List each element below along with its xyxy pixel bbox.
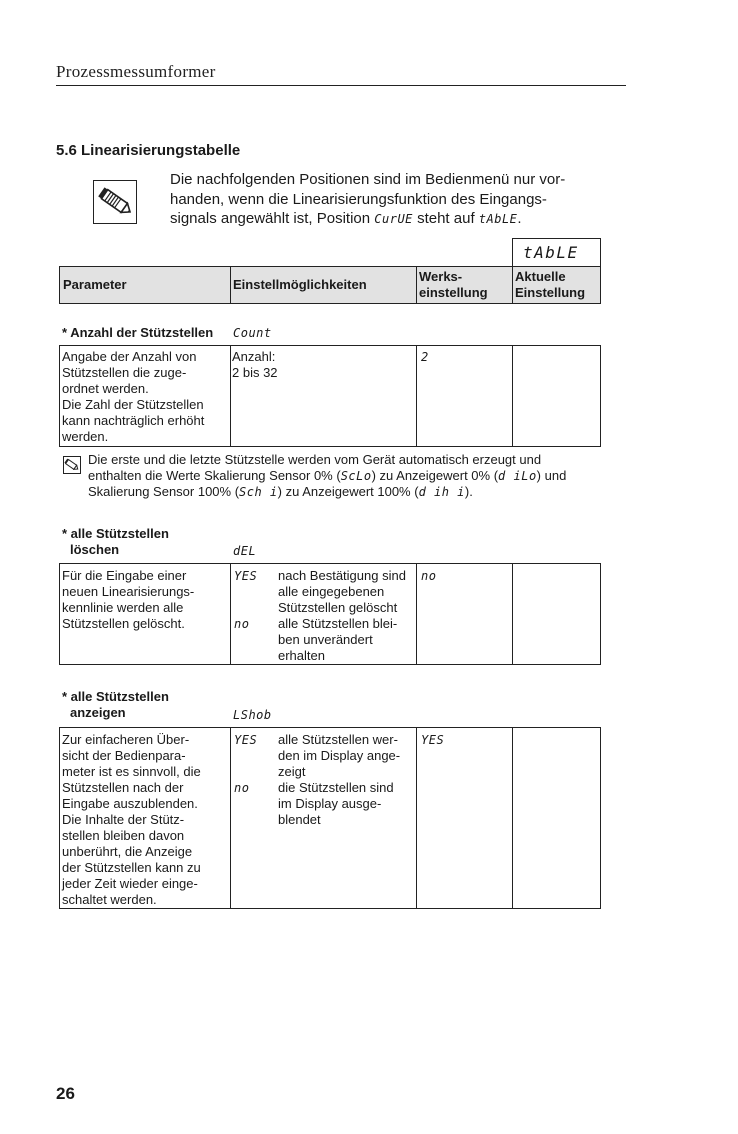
header-factory: [416, 267, 512, 303]
delete-opt-yes-code: YES: [234, 569, 258, 583]
show-desc-line: Die Inhalte der Stütz-: [62, 812, 185, 827]
running-header: Prozessmessumformer: [56, 62, 216, 81]
count-note-line-1: Die erste und die letzte Stützstelle werden vom Gerät automatisch erzeugt und: [88, 452, 542, 467]
count-desc-line: Angabe der Anzahl von: [62, 349, 197, 364]
show-opt-line: im Display ausge-: [278, 796, 382, 811]
delete-opt-no-text: [278, 616, 418, 664]
small-pencil-note-icon: [63, 456, 81, 474]
section-title: 5.6 Linearisierungstabelle: [56, 142, 241, 159]
code-sclo: ScLo: [340, 469, 372, 483]
count-note-text: Skalierung Sensor 100% (: [88, 484, 240, 499]
count-row: [59, 345, 601, 447]
delete-label-line-1: * alle Stützstellen: [62, 526, 169, 541]
show-opt-line: zeigt: [278, 764, 306, 779]
delete-opt-no-code: no: [234, 617, 250, 631]
delete-opt-line: alle eingegebenen: [278, 584, 385, 599]
row-divider: [230, 346, 231, 446]
count-desc-line: ordnet werden.: [62, 381, 149, 396]
count-description: [62, 349, 227, 445]
row-divider: [416, 564, 417, 664]
code-schi: Sch i: [239, 485, 278, 499]
page-number: 26: [56, 1084, 75, 1103]
header-rule: [56, 85, 626, 86]
count-note-text: ) zu Anzeigewert 0% (: [371, 468, 499, 483]
delete-factory-value: no: [421, 569, 437, 583]
show-label-line-1: * alle Stützstellen: [62, 689, 169, 704]
show-desc-line: jeder Zeit wieder einge-: [62, 876, 198, 891]
code-curve: CurUE: [374, 212, 413, 226]
count-options: [232, 349, 278, 381]
delete-opt-yes-text: [278, 568, 418, 616]
menu-display-code: tAbLE: [523, 243, 579, 262]
row-divider: [512, 346, 513, 446]
show-opt-line: die Stützstellen sind: [278, 780, 394, 795]
header-options: Einstellmöglichkeiten: [233, 277, 367, 292]
count-note-text: enthalten die Werte Skalierung Sensor 0% (: [88, 468, 341, 483]
table-header: [59, 266, 601, 304]
count-option-label: Anzahl:: [232, 349, 276, 364]
count-desc-line: werden.: [62, 429, 109, 444]
intro-line-2: handen, wenn die Linearisierungsfunktion des Eingangs-: [170, 190, 547, 208]
delete-desc-line: Stützstellen gelöscht.: [62, 616, 185, 631]
pencil-note-icon: [93, 180, 137, 224]
delete-opt-line: Stützstellen gelöscht: [278, 600, 398, 615]
show-opt-line: blendet: [278, 812, 321, 827]
header-current: [512, 267, 600, 303]
show-factory-value: YES: [421, 733, 445, 747]
header-parameter: Parameter: [63, 277, 127, 292]
count-desc-line: Die Zahl der Stützstellen: [62, 397, 204, 412]
count-note-text: ) zu Anzeigewert 100% (: [277, 484, 419, 499]
intro-line-1: Die nachfolgenden Positionen sind im Bedienmenü nur vor-: [170, 171, 566, 188]
header-factory-line-2: einstellung: [419, 285, 488, 300]
count-note-line-2: [88, 468, 608, 484]
count-note: [88, 452, 608, 500]
show-desc-line: sicht der Bedienpara-: [62, 748, 186, 763]
code-dilo: d iLo: [498, 469, 537, 483]
intro-line-3-text: signals angewählt ist, Position: [170, 210, 375, 227]
header-current-line-2: Einstellung: [515, 285, 586, 300]
delete-code: dEL: [233, 544, 257, 558]
row-divider: [512, 564, 513, 664]
delete-opt-line: nach Bestätigung sind: [278, 568, 406, 583]
show-description: [62, 732, 227, 908]
header-current-line-1: Aktuelle: [515, 269, 566, 284]
header-factory-line-1: Werks-: [419, 269, 463, 284]
show-desc-line: meter ist es sinnvoll, die: [62, 764, 201, 779]
count-note-line-3: [88, 484, 608, 500]
intro-paragraph: [170, 170, 600, 230]
row-divider: [230, 728, 231, 908]
delete-opt-line: erhalten: [278, 648, 325, 663]
show-label-line-2: anzeigen: [70, 705, 126, 720]
delete-desc-line: Für die Eingabe einer: [62, 568, 187, 583]
row-divider: [416, 728, 417, 908]
delete-description: [62, 568, 227, 632]
intro-line-3: [170, 209, 600, 230]
show-desc-line: unberührt, die Anzeige: [62, 844, 193, 859]
code-table: tAbLE: [478, 212, 518, 226]
show-row: [59, 727, 601, 909]
delete-opt-line: ben unverändert: [278, 632, 373, 647]
count-label: * Anzahl der Stützstellen: [62, 325, 214, 340]
delete-desc-line: kennlinie werden alle: [62, 600, 184, 615]
show-desc-line: stellen bleiben davon: [62, 828, 185, 843]
menu-display-box: [512, 238, 601, 267]
show-desc-line: Eingabe auszublenden.: [62, 796, 198, 811]
delete-label-line-2: löschen: [70, 542, 120, 557]
row-divider: [512, 728, 513, 908]
show-opt-line: alle Stützstellen wer-: [278, 732, 398, 747]
show-opt-no-text: [278, 780, 418, 828]
count-option-range: 2 bis 32: [232, 365, 278, 380]
count-code: Count: [233, 326, 272, 340]
show-opt-line: den im Display ange-: [278, 748, 401, 763]
intro-line-3-mid: steht auf: [412, 210, 479, 227]
delete-opt-line: alle Stützstellen blei-: [278, 616, 398, 631]
show-desc-line: schaltet werden.: [62, 892, 157, 907]
delete-desc-line: neuen Linearisierungs-: [62, 584, 195, 599]
intro-line-3-end: .: [517, 210, 522, 227]
show-desc-line: der Stützstellen kann zu: [62, 860, 201, 875]
delete-label: [62, 526, 169, 558]
show-opt-no-code: no: [234, 781, 250, 795]
count-desc-line: Stützstellen die zuge-: [62, 365, 187, 380]
show-code: LShob: [233, 708, 272, 722]
delete-row: [59, 563, 601, 665]
count-note-text: ).: [464, 484, 473, 499]
row-divider: [230, 564, 231, 664]
show-label: [62, 689, 169, 721]
show-opt-yes-code: YES: [234, 733, 258, 747]
count-factory-value: 2: [421, 350, 429, 364]
count-note-text: ) und: [536, 468, 567, 483]
code-dihi: d ih i: [418, 485, 465, 499]
show-opt-yes-text: [278, 732, 418, 780]
count-desc-line: kann nachträglich erhöht: [62, 413, 205, 428]
row-divider: [416, 346, 417, 446]
show-desc-line: Stützstellen nach der: [62, 780, 184, 795]
show-desc-line: Zur einfacheren Über-: [62, 732, 190, 747]
